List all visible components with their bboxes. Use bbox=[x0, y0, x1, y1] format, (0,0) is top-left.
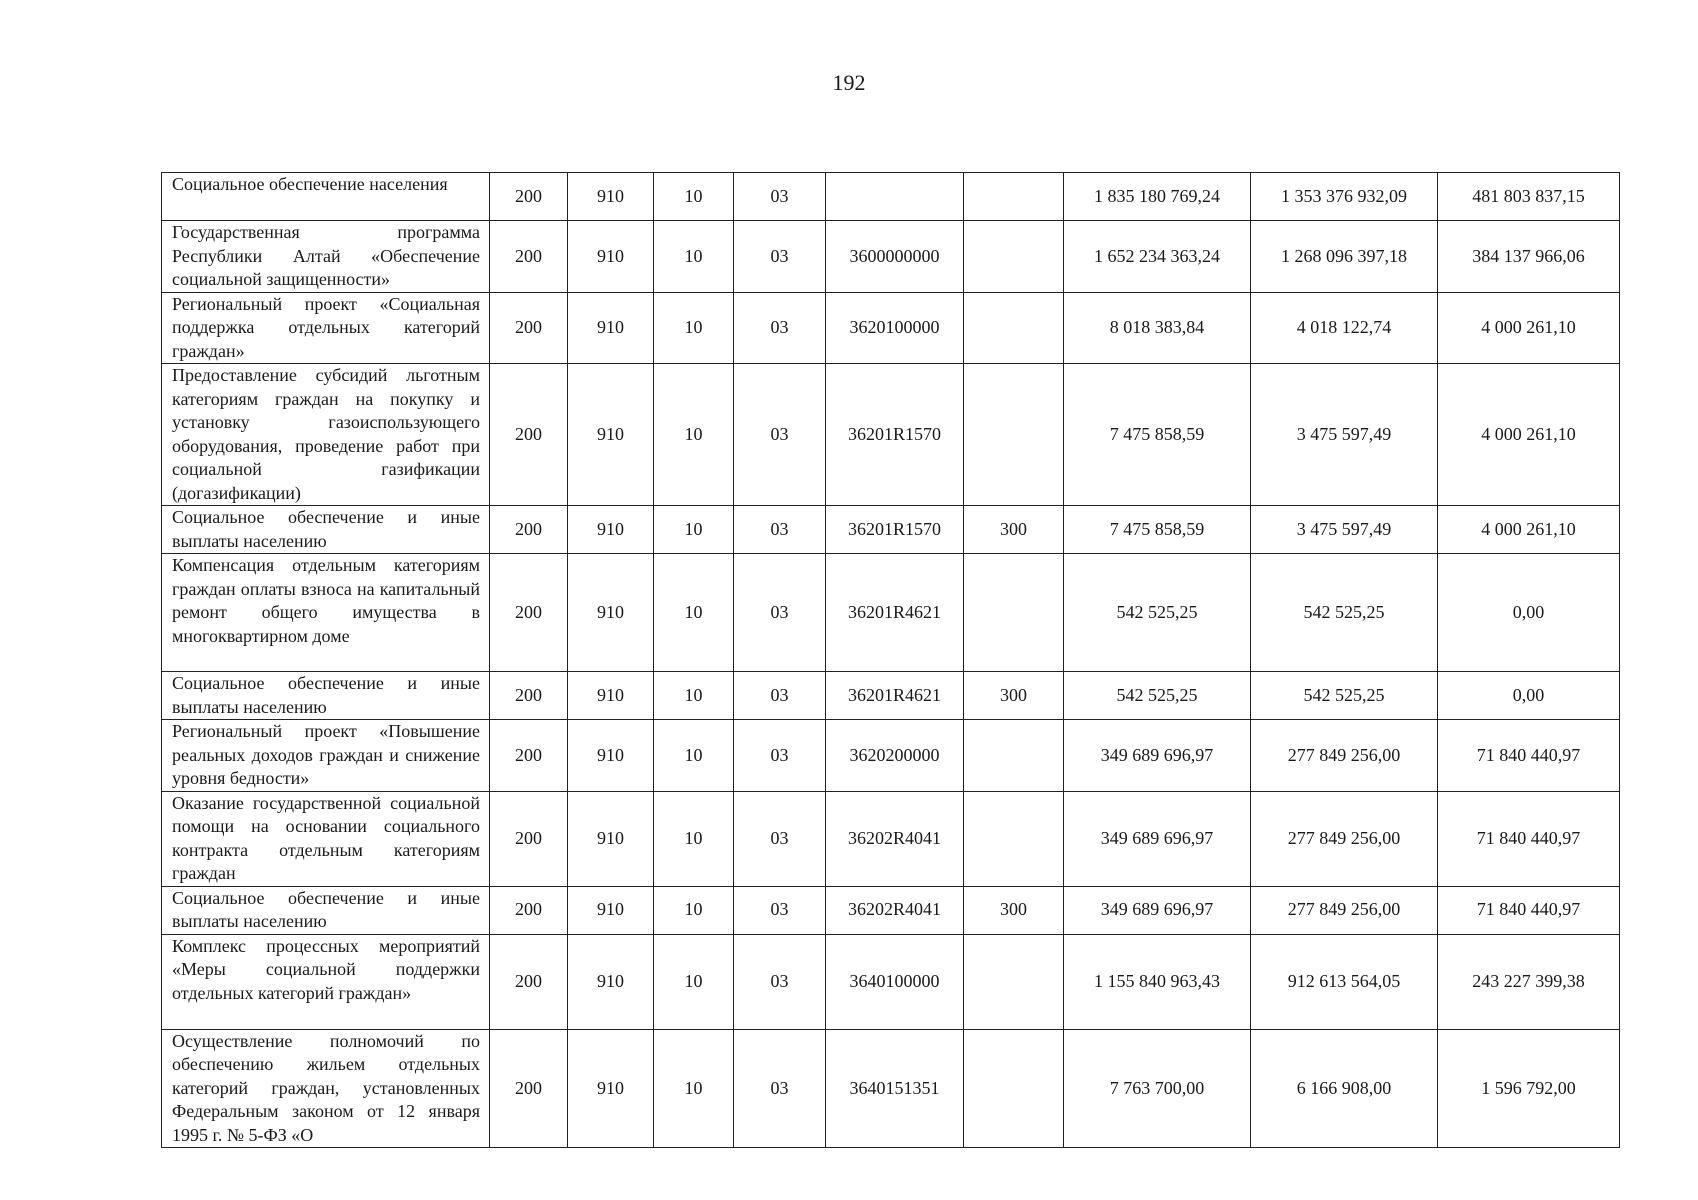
subchapter-code-cell: 03 bbox=[734, 554, 826, 672]
subchapter-code-cell: 03 bbox=[734, 1029, 826, 1148]
chapter-code-cell: 10 bbox=[654, 506, 734, 554]
total-amount-cell: 1 652 234 363,24 bbox=[1064, 221, 1251, 293]
page-number: 192 bbox=[832, 70, 866, 95]
subchapter-code-cell: 03 bbox=[734, 506, 826, 554]
section-code-cell: 200 bbox=[490, 934, 568, 1029]
regional-amount-cell: 0,00 bbox=[1438, 672, 1620, 720]
expense-type-cell bbox=[964, 292, 1064, 364]
ministry-code-cell: 910 bbox=[568, 886, 654, 934]
budget-table bbox=[161, 172, 1620, 1148]
total-amount-cell: 349 689 696,97 bbox=[1064, 791, 1251, 886]
subchapter-code-cell: 03 bbox=[734, 292, 826, 364]
federal-amount-cell: 1 268 096 397,18 bbox=[1251, 221, 1438, 293]
subchapter-code-cell: 03 bbox=[734, 934, 826, 1029]
table-row bbox=[162, 720, 1620, 792]
row-name-cell: Государственная программа Республики Алтай «Обеспечение социальной защищенности» bbox=[162, 221, 490, 293]
regional-amount-cell: 1 596 792,00 bbox=[1438, 1029, 1620, 1148]
target-code-cell: 3640100000 bbox=[826, 934, 964, 1029]
total-amount-cell: 349 689 696,97 bbox=[1064, 886, 1251, 934]
subchapter-code-cell: 03 bbox=[734, 173, 826, 221]
row-name-cell: Региональный проект «Социальная поддержка отдельных категорий граждан» bbox=[162, 292, 490, 364]
federal-amount-cell: 542 525,25 bbox=[1251, 672, 1438, 720]
federal-amount-cell: 277 849 256,00 bbox=[1251, 886, 1438, 934]
ministry-code-cell: 910 bbox=[568, 554, 654, 672]
table-row bbox=[162, 791, 1620, 886]
federal-amount-cell: 542 525,25 bbox=[1251, 554, 1438, 672]
row-name-cell: Социальное обеспечение и иные выплаты населению bbox=[162, 886, 490, 934]
expense-type-cell bbox=[964, 934, 1064, 1029]
regional-amount-cell: 4 000 261,10 bbox=[1438, 506, 1620, 554]
section-code-cell: 200 bbox=[490, 173, 568, 221]
section-code-cell: 200 bbox=[490, 672, 568, 720]
chapter-code-cell: 10 bbox=[654, 292, 734, 364]
regional-amount-cell: 0,00 bbox=[1438, 554, 1620, 672]
subchapter-code-cell: 03 bbox=[734, 791, 826, 886]
expense-type-cell bbox=[964, 720, 1064, 792]
table-row bbox=[162, 1029, 1620, 1148]
chapter-code-cell: 10 bbox=[654, 364, 734, 506]
table-row bbox=[162, 364, 1620, 506]
total-amount-cell: 7 475 858,59 bbox=[1064, 364, 1251, 506]
expense-type-cell: 300 bbox=[964, 506, 1064, 554]
section-code-cell: 200 bbox=[490, 720, 568, 792]
target-code-cell: 36202R4041 bbox=[826, 886, 964, 934]
chapter-code-cell: 10 bbox=[654, 886, 734, 934]
total-amount-cell: 7 763 700,00 bbox=[1064, 1029, 1251, 1148]
row-name-cell: Региональный проект «Повышение реальных доходов граждан и снижение уровня бедности» bbox=[162, 720, 490, 792]
section-code-cell: 200 bbox=[490, 791, 568, 886]
ministry-code-cell: 910 bbox=[568, 292, 654, 364]
total-amount-cell: 542 525,25 bbox=[1064, 554, 1251, 672]
section-code-cell: 200 bbox=[490, 1029, 568, 1148]
chapter-code-cell: 10 bbox=[654, 720, 734, 792]
federal-amount-cell: 912 613 564,05 bbox=[1251, 934, 1438, 1029]
expense-type-cell bbox=[964, 221, 1064, 293]
total-amount-cell: 1 835 180 769,24 bbox=[1064, 173, 1251, 221]
target-code-cell: 36201R1570 bbox=[826, 364, 964, 506]
section-code-cell: 200 bbox=[490, 292, 568, 364]
ministry-code-cell: 910 bbox=[568, 1029, 654, 1148]
section-code-cell: 200 bbox=[490, 554, 568, 672]
ministry-code-cell: 910 bbox=[568, 364, 654, 506]
expense-type-cell bbox=[964, 173, 1064, 221]
row-name-cell: Осуществление полномочий по обеспечению жильем отдельных категорий граждан, установленных Федеральным законом от 12 января 1995 г. № 5-ФЗ «О bbox=[162, 1029, 490, 1148]
table-body bbox=[162, 173, 1620, 1148]
row-name-cell: Комплекс процессных мероприятий «Меры социальной поддержки отдельных категорий граждан» bbox=[162, 934, 490, 1029]
total-amount-cell: 542 525,25 bbox=[1064, 672, 1251, 720]
target-code-cell: 36201R4621 bbox=[826, 672, 964, 720]
federal-amount-cell: 277 849 256,00 bbox=[1251, 720, 1438, 792]
table-row bbox=[162, 506, 1620, 554]
ministry-code-cell: 910 bbox=[568, 934, 654, 1029]
ministry-code-cell: 910 bbox=[568, 791, 654, 886]
section-code-cell: 200 bbox=[490, 506, 568, 554]
table-row bbox=[162, 672, 1620, 720]
expense-type-cell bbox=[964, 554, 1064, 672]
regional-amount-cell: 4 000 261,10 bbox=[1438, 292, 1620, 364]
section-code-cell: 200 bbox=[490, 886, 568, 934]
federal-amount-cell: 6 166 908,00 bbox=[1251, 1029, 1438, 1148]
regional-amount-cell: 71 840 440,97 bbox=[1438, 791, 1620, 886]
row-name-cell: Оказание государственной социальной помощи на основании социального контракта отдельным категориям граждан bbox=[162, 791, 490, 886]
chapter-code-cell: 10 bbox=[654, 173, 734, 221]
federal-amount-cell: 4 018 122,74 bbox=[1251, 292, 1438, 364]
federal-amount-cell: 277 849 256,00 bbox=[1251, 791, 1438, 886]
chapter-code-cell: 10 bbox=[654, 672, 734, 720]
table-row bbox=[162, 292, 1620, 364]
table-row bbox=[162, 886, 1620, 934]
ministry-code-cell: 910 bbox=[568, 221, 654, 293]
regional-amount-cell: 243 227 399,38 bbox=[1438, 934, 1620, 1029]
chapter-code-cell: 10 bbox=[654, 791, 734, 886]
ministry-code-cell: 910 bbox=[568, 720, 654, 792]
ministry-code-cell: 910 bbox=[568, 672, 654, 720]
regional-amount-cell: 384 137 966,06 bbox=[1438, 221, 1620, 293]
subchapter-code-cell: 03 bbox=[734, 221, 826, 293]
total-amount-cell: 8 018 383,84 bbox=[1064, 292, 1251, 364]
table-row bbox=[162, 554, 1620, 672]
regional-amount-cell: 481 803 837,15 bbox=[1438, 173, 1620, 221]
row-name-cell: Предоставление субсидий льготным категориям граждан на покупку и установку газоиспользующего оборудования, проведение работ при социальной газификации (догазификации) bbox=[162, 364, 490, 506]
section-code-cell: 200 bbox=[490, 364, 568, 506]
federal-amount-cell: 1 353 376 932,09 bbox=[1251, 173, 1438, 221]
subchapter-code-cell: 03 bbox=[734, 364, 826, 506]
target-code-cell: 3620100000 bbox=[826, 292, 964, 364]
expense-type-cell: 300 bbox=[964, 672, 1064, 720]
chapter-code-cell: 10 bbox=[654, 934, 734, 1029]
federal-amount-cell: 3 475 597,49 bbox=[1251, 364, 1438, 506]
regional-amount-cell: 71 840 440,97 bbox=[1438, 886, 1620, 934]
subchapter-code-cell: 03 bbox=[734, 886, 826, 934]
target-code-cell bbox=[826, 173, 964, 221]
expense-type-cell bbox=[964, 364, 1064, 506]
chapter-code-cell: 10 bbox=[654, 221, 734, 293]
total-amount-cell: 349 689 696,97 bbox=[1064, 720, 1251, 792]
target-code-cell: 36202R4041 bbox=[826, 791, 964, 886]
total-amount-cell: 1 155 840 963,43 bbox=[1064, 934, 1251, 1029]
chapter-code-cell: 10 bbox=[654, 1029, 734, 1148]
ministry-code-cell: 910 bbox=[568, 173, 654, 221]
expense-type-cell bbox=[964, 1029, 1064, 1148]
subchapter-code-cell: 03 bbox=[734, 720, 826, 792]
target-code-cell: 3600000000 bbox=[826, 221, 964, 293]
regional-amount-cell: 71 840 440,97 bbox=[1438, 720, 1620, 792]
row-name-cell: Социальное обеспечение и иные выплаты населению bbox=[162, 506, 490, 554]
row-name-cell: Социальное обеспечение населения bbox=[162, 173, 490, 221]
subchapter-code-cell: 03 bbox=[734, 672, 826, 720]
ministry-code-cell: 910 bbox=[568, 506, 654, 554]
expense-type-cell: 300 bbox=[964, 886, 1064, 934]
row-name-cell: Компенсация отдельным категориям граждан оплаты взноса на капитальный ремонт общего имущества в многоквартирном доме bbox=[162, 554, 490, 672]
total-amount-cell: 7 475 858,59 bbox=[1064, 506, 1251, 554]
target-code-cell: 3640151351 bbox=[826, 1029, 964, 1148]
target-code-cell: 36201R4621 bbox=[826, 554, 964, 672]
section-code-cell: 200 bbox=[490, 221, 568, 293]
target-code-cell: 36201R1570 bbox=[826, 506, 964, 554]
federal-amount-cell: 3 475 597,49 bbox=[1251, 506, 1438, 554]
table-row bbox=[162, 934, 1620, 1029]
chapter-code-cell: 10 bbox=[654, 554, 734, 672]
row-name-cell: Социальное обеспечение и иные выплаты населению bbox=[162, 672, 490, 720]
regional-amount-cell: 4 000 261,10 bbox=[1438, 364, 1620, 506]
expense-type-cell bbox=[964, 791, 1064, 886]
table-row bbox=[162, 173, 1620, 221]
target-code-cell: 3620200000 bbox=[826, 720, 964, 792]
table-row bbox=[162, 221, 1620, 293]
